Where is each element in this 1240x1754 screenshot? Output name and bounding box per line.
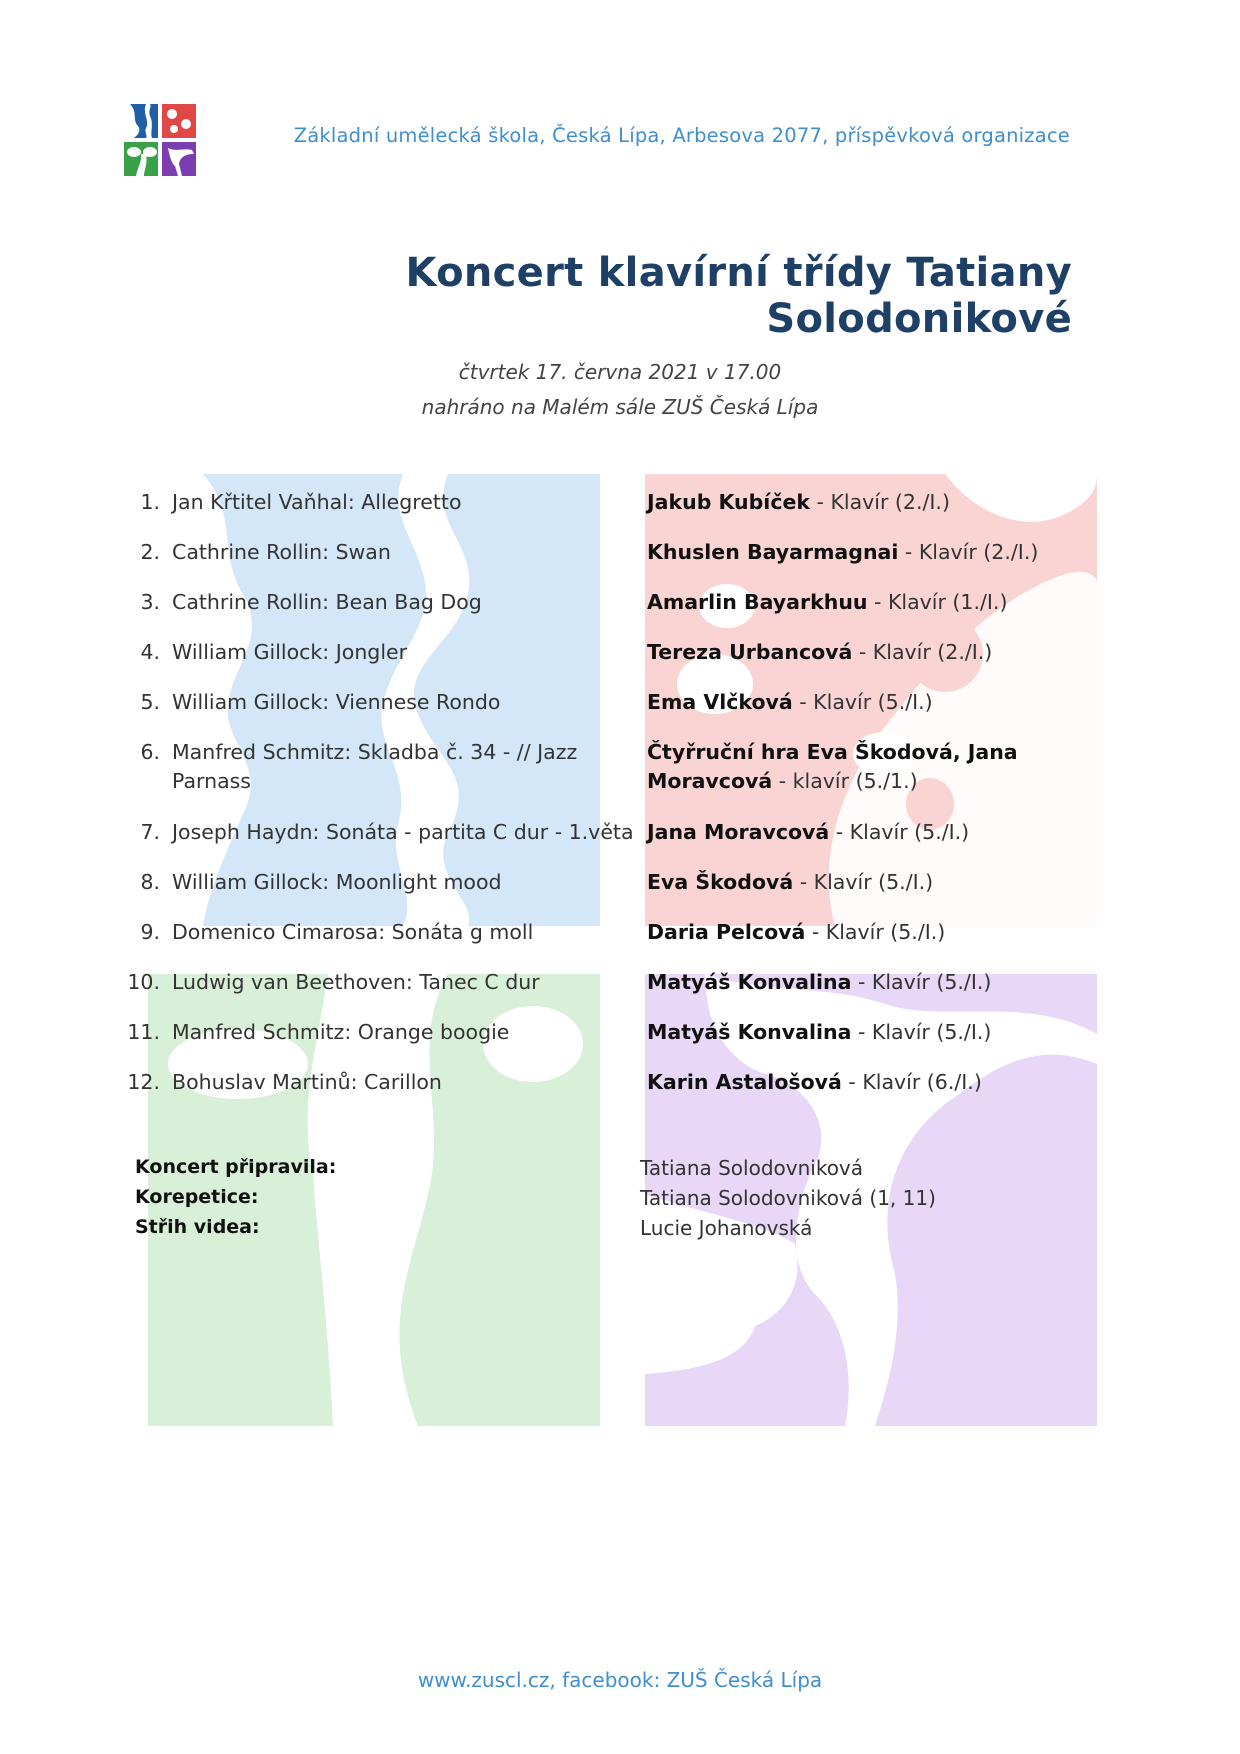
performer-name: Jakub Kubíček	[647, 490, 811, 514]
performer-name: Tereza Urbancová	[647, 640, 853, 664]
performer-instrument: - Klavír (5./I.)	[851, 970, 992, 994]
credit-label-prepared: Koncert připravila:	[135, 1156, 337, 1178]
concert-date: čtvrtek 17. června 2021 v 17.00	[458, 360, 782, 384]
program-piece: Domenico Cimarosa: Sonáta g moll	[172, 920, 534, 944]
performer-name: Khuslen Bayarmagnai	[647, 540, 899, 564]
performer-name: Jana Moravcová	[647, 820, 830, 844]
performer-instrument: - Klavír (5./I.)	[829, 820, 970, 844]
program-piece: William Gillock: Viennese Rondo	[172, 690, 501, 714]
credit-label-video-edit: Střih videa:	[135, 1216, 260, 1238]
program-performer	[647, 688, 1117, 717]
performer-instrument: - klavír (5./1.)	[772, 769, 918, 793]
credit-value-prepared: Tatiana Solodovniková	[640, 1156, 864, 1180]
program-performer	[647, 1018, 1117, 1047]
program-piece: Manfred Schmitz: Skladba č. 34 - // Jazz Parnass	[172, 740, 578, 793]
program-performer	[647, 738, 1117, 796]
program-piece: William Gillock: Jongler	[172, 640, 408, 664]
credit-label-accompaniment: Korepetice:	[135, 1186, 259, 1208]
program-number: 3.	[140, 590, 160, 614]
performer-name: Amarlin Bayarkhuu	[647, 590, 868, 614]
performer-instrument: - Klavír (2./I.)	[810, 490, 950, 514]
program-performer	[647, 968, 1117, 997]
program-performer	[647, 1068, 1117, 1097]
performer-name: Čtyřruční hra Eva Škodová, Jana Moravcová	[647, 740, 1018, 793]
concert-venue: nahráno na Malém sále ZUŠ Česká Lípa	[421, 395, 819, 419]
performer-instrument: - Klavír (2./I.)	[898, 540, 1039, 564]
program-number: 12.	[127, 1070, 160, 1094]
program-piece: Manfred Schmitz: Orange boogie	[172, 1020, 510, 1044]
performer-instrument: - Klavír (1./I.)	[867, 590, 1008, 614]
program-number: 11.	[127, 1020, 160, 1044]
performer-instrument: - Klavír (6./I.)	[841, 1070, 982, 1094]
program-piece: Ludwig van Beethoven: Tanec C dur	[172, 970, 540, 994]
performer-name: Ema Vlčková	[647, 690, 793, 714]
performer-instrument: - Klavír (5./I.)	[805, 920, 946, 944]
program-performer	[647, 588, 1117, 617]
footer-links[interactable]: www.zuscl.cz, facebook: ZUŠ Česká Lípa	[417, 1668, 823, 1692]
performer-name: Daria Pelcová	[647, 920, 806, 944]
program-number: 6.	[140, 740, 160, 764]
performer-name: Matyáš Konvalina	[647, 1020, 852, 1044]
performer-instrument: - Klavír (5./I.)	[792, 690, 933, 714]
performer-instrument: - Klavír (5./I.)	[793, 870, 934, 894]
program-number: 7.	[140, 820, 160, 844]
program-performer	[647, 818, 1117, 847]
program-performer	[647, 868, 1117, 897]
program-piece: Joseph Haydn: Sonáta - partita C dur - 1.věta	[172, 820, 634, 844]
program-piece: Cathrine Rollin: Bean Bag Dog	[172, 590, 482, 614]
program-piece: William Gillock: Moonlight mood	[172, 870, 502, 894]
program-piece: Cathrine Rollin: Swan	[172, 540, 391, 564]
program-number: 2.	[140, 540, 160, 564]
program-number: 4.	[140, 640, 160, 664]
program-piece: Bohuslav Martinů: Carillon	[172, 1070, 442, 1094]
performer-name: Eva Škodová	[647, 870, 794, 894]
program-number: 8.	[140, 870, 160, 894]
school-logo-icon	[124, 104, 196, 176]
performer-instrument: - Klavír (5./I.)	[851, 1020, 992, 1044]
program-number: 1.	[140, 490, 160, 514]
program-number: 10.	[127, 970, 160, 994]
program-piece: Jan Křtitel Vaňhal: Allegretto	[172, 490, 462, 514]
credit-value-accompaniment: Tatiana Solodovniková (1, 11)	[640, 1186, 936, 1210]
program-performer	[647, 538, 1117, 567]
program-number: 9.	[140, 920, 160, 944]
page-title: Koncert klavírní třídy Tatiany Solodonikové	[405, 250, 1072, 342]
program-performer	[647, 638, 1117, 667]
program-performer	[647, 488, 1117, 517]
performer-name: Karin Astalošová	[647, 1070, 842, 1094]
performer-instrument: - Klavír (2./I.)	[852, 640, 993, 664]
performer-name: Matyáš Konvalina	[647, 970, 852, 994]
credit-value-video-edit: Lucie Johanovská	[640, 1216, 813, 1240]
organization-header: Základní umělecká škola, Česká Lípa, Arbesova 2077, příspěvková organizace	[293, 124, 1070, 147]
program-number: 5.	[140, 690, 160, 714]
program-performer	[647, 918, 1117, 947]
